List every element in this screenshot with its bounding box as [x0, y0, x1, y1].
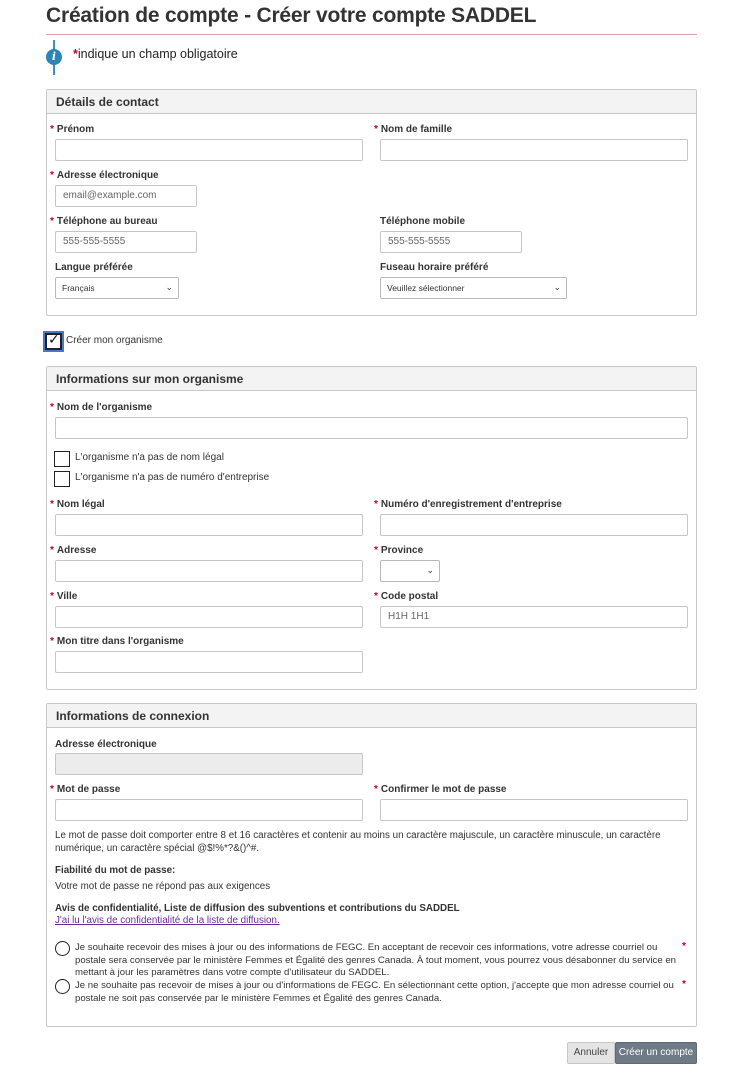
privacy-notice-link[interactable]: J'ai lu l'avis de confidentialité de la liste de diffusion.	[55, 915, 280, 926]
language-select[interactable]	[55, 277, 179, 299]
office-phone-input[interactable]: 555-555-5555	[55, 231, 197, 253]
opt-out-required-star: *	[682, 979, 686, 990]
org-title-input[interactable]	[55, 651, 363, 673]
opt-in-text: Je souhaite recevoir des mises à jour ou des informations de FEGC. En acceptant de recevoir ces informations, votre adresse courriel ou postale sera conservée par le ministère Femmes et Égalité des genres Canada. À tout moment, vous pourrez vous désabonner du service en mettant à jour les paramètres dans votre compte d'utilisateur du SADDEL.	[75, 942, 676, 978]
no-business-number-label: L'organisme n'a pas de numéro d'entreprise	[75, 472, 270, 483]
first-name-input[interactable]	[55, 139, 363, 161]
org-name-input[interactable]	[55, 417, 688, 439]
opt-in-required-star: *	[682, 941, 686, 952]
business-number-label: * Numéro d'enregistrement d'entreprise	[374, 499, 562, 510]
create-org-label: Créer mon organisme	[66, 335, 163, 346]
create-org-checkbox[interactable]	[45, 333, 62, 350]
province-select[interactable]	[380, 560, 440, 582]
office-phone-label: * Téléphone au bureau	[50, 216, 158, 227]
required-star: *	[73, 47, 78, 61]
mobile-phone-input[interactable]: 555-555-5555	[380, 231, 522, 253]
org-title-label: * Mon titre dans l'organisme	[50, 636, 184, 647]
privacy-heading: Avis de confidentialité, Liste de diffusion des subventions et contributions du SADDEL	[55, 903, 460, 914]
chevron-down-icon: ⌄	[165, 282, 173, 292]
password-label: * Mot de passe	[50, 784, 121, 795]
login-email-input	[55, 753, 363, 775]
legal-name-input[interactable]	[55, 514, 363, 536]
create-account-button[interactable]: Créer un compte	[615, 1042, 697, 1064]
title-divider	[46, 34, 697, 35]
city-label: * Ville	[50, 591, 78, 602]
language-value: Français	[62, 283, 95, 293]
org-name-label: * Nom de l'organisme	[50, 402, 153, 413]
last-name-label: * Nom de famille	[374, 124, 453, 135]
business-number-input[interactable]	[380, 514, 688, 536]
first-name-label: * Prénom	[50, 124, 95, 135]
info-icon: i	[46, 49, 62, 65]
checkmark-icon: ✓	[48, 331, 60, 347]
mobile-phone-label: Téléphone mobile	[380, 216, 466, 227]
opt-out-text: Je ne souhaite pas recevoir de mises à jour ou d'informations de FEGC. En sélectionnant cette option, j'accepte que mon adresse courriel ou postale ne soit pas conservée par le ministère Femmes et Égalité des genres Canada.	[75, 980, 674, 1004]
timezone-select[interactable]	[380, 277, 567, 299]
timezone-label: Fuseau horaire préféré	[380, 262, 489, 273]
chevron-down-icon: ⌄	[426, 565, 434, 575]
legal-name-label: * Nom légal	[50, 499, 105, 510]
no-business-number-checkbox[interactable]	[54, 471, 70, 487]
login-heading: Informations de connexion	[47, 704, 696, 728]
cancel-button[interactable]: Annuler	[567, 1042, 615, 1064]
no-legal-name-checkbox[interactable]	[54, 451, 70, 467]
opt-in-radio[interactable]	[55, 941, 70, 956]
last-name-input[interactable]	[380, 139, 688, 161]
timezone-value: Veuillez sélectionner	[387, 283, 465, 293]
contact-details-heading: Détails de contact	[47, 90, 696, 114]
chevron-down-icon: ⌄	[553, 282, 561, 292]
postal-code-input[interactable]: H1H 1H1	[380, 606, 688, 628]
confirm-password-label: * Confirmer le mot de passe	[374, 784, 507, 795]
city-input[interactable]	[55, 606, 363, 628]
no-legal-name-label: L'organisme n'a pas de nom légal	[75, 452, 224, 463]
address-input[interactable]	[55, 560, 363, 582]
password-strength-message: Votre mot de passe ne répond pas aux exigences	[55, 881, 271, 892]
opt-out-radio[interactable]	[55, 979, 70, 994]
required-note	[73, 47, 238, 61]
email-input[interactable]: email@example.com	[55, 185, 197, 207]
login-email-label: Adresse électronique	[55, 739, 157, 750]
confirm-password-input[interactable]	[380, 799, 688, 821]
page-title: Création de compte - Créer votre compte SADDEL	[46, 4, 537, 27]
organization-heading: Informations sur mon organisme	[47, 367, 696, 391]
required-note-text: indique un champ obligatoire	[77, 47, 238, 61]
language-label: Langue préférée	[55, 262, 133, 273]
password-input[interactable]	[55, 799, 363, 821]
address-label: * Adresse	[50, 545, 97, 556]
password-rules: Le mot de passe doit comporter entre 8 et 16 caractères et contenir au moins un caractère majuscule, un caractère minuscule, un caractère numérique, un caractère spécial @$!%*?&()^#.	[55, 830, 661, 854]
province-label: * Province	[374, 545, 424, 556]
email-label: * Adresse électronique	[50, 170, 159, 181]
password-strength-heading: Fiabilité du mot de passe:	[55, 865, 176, 876]
postal-code-label: * Code postal	[374, 591, 439, 602]
